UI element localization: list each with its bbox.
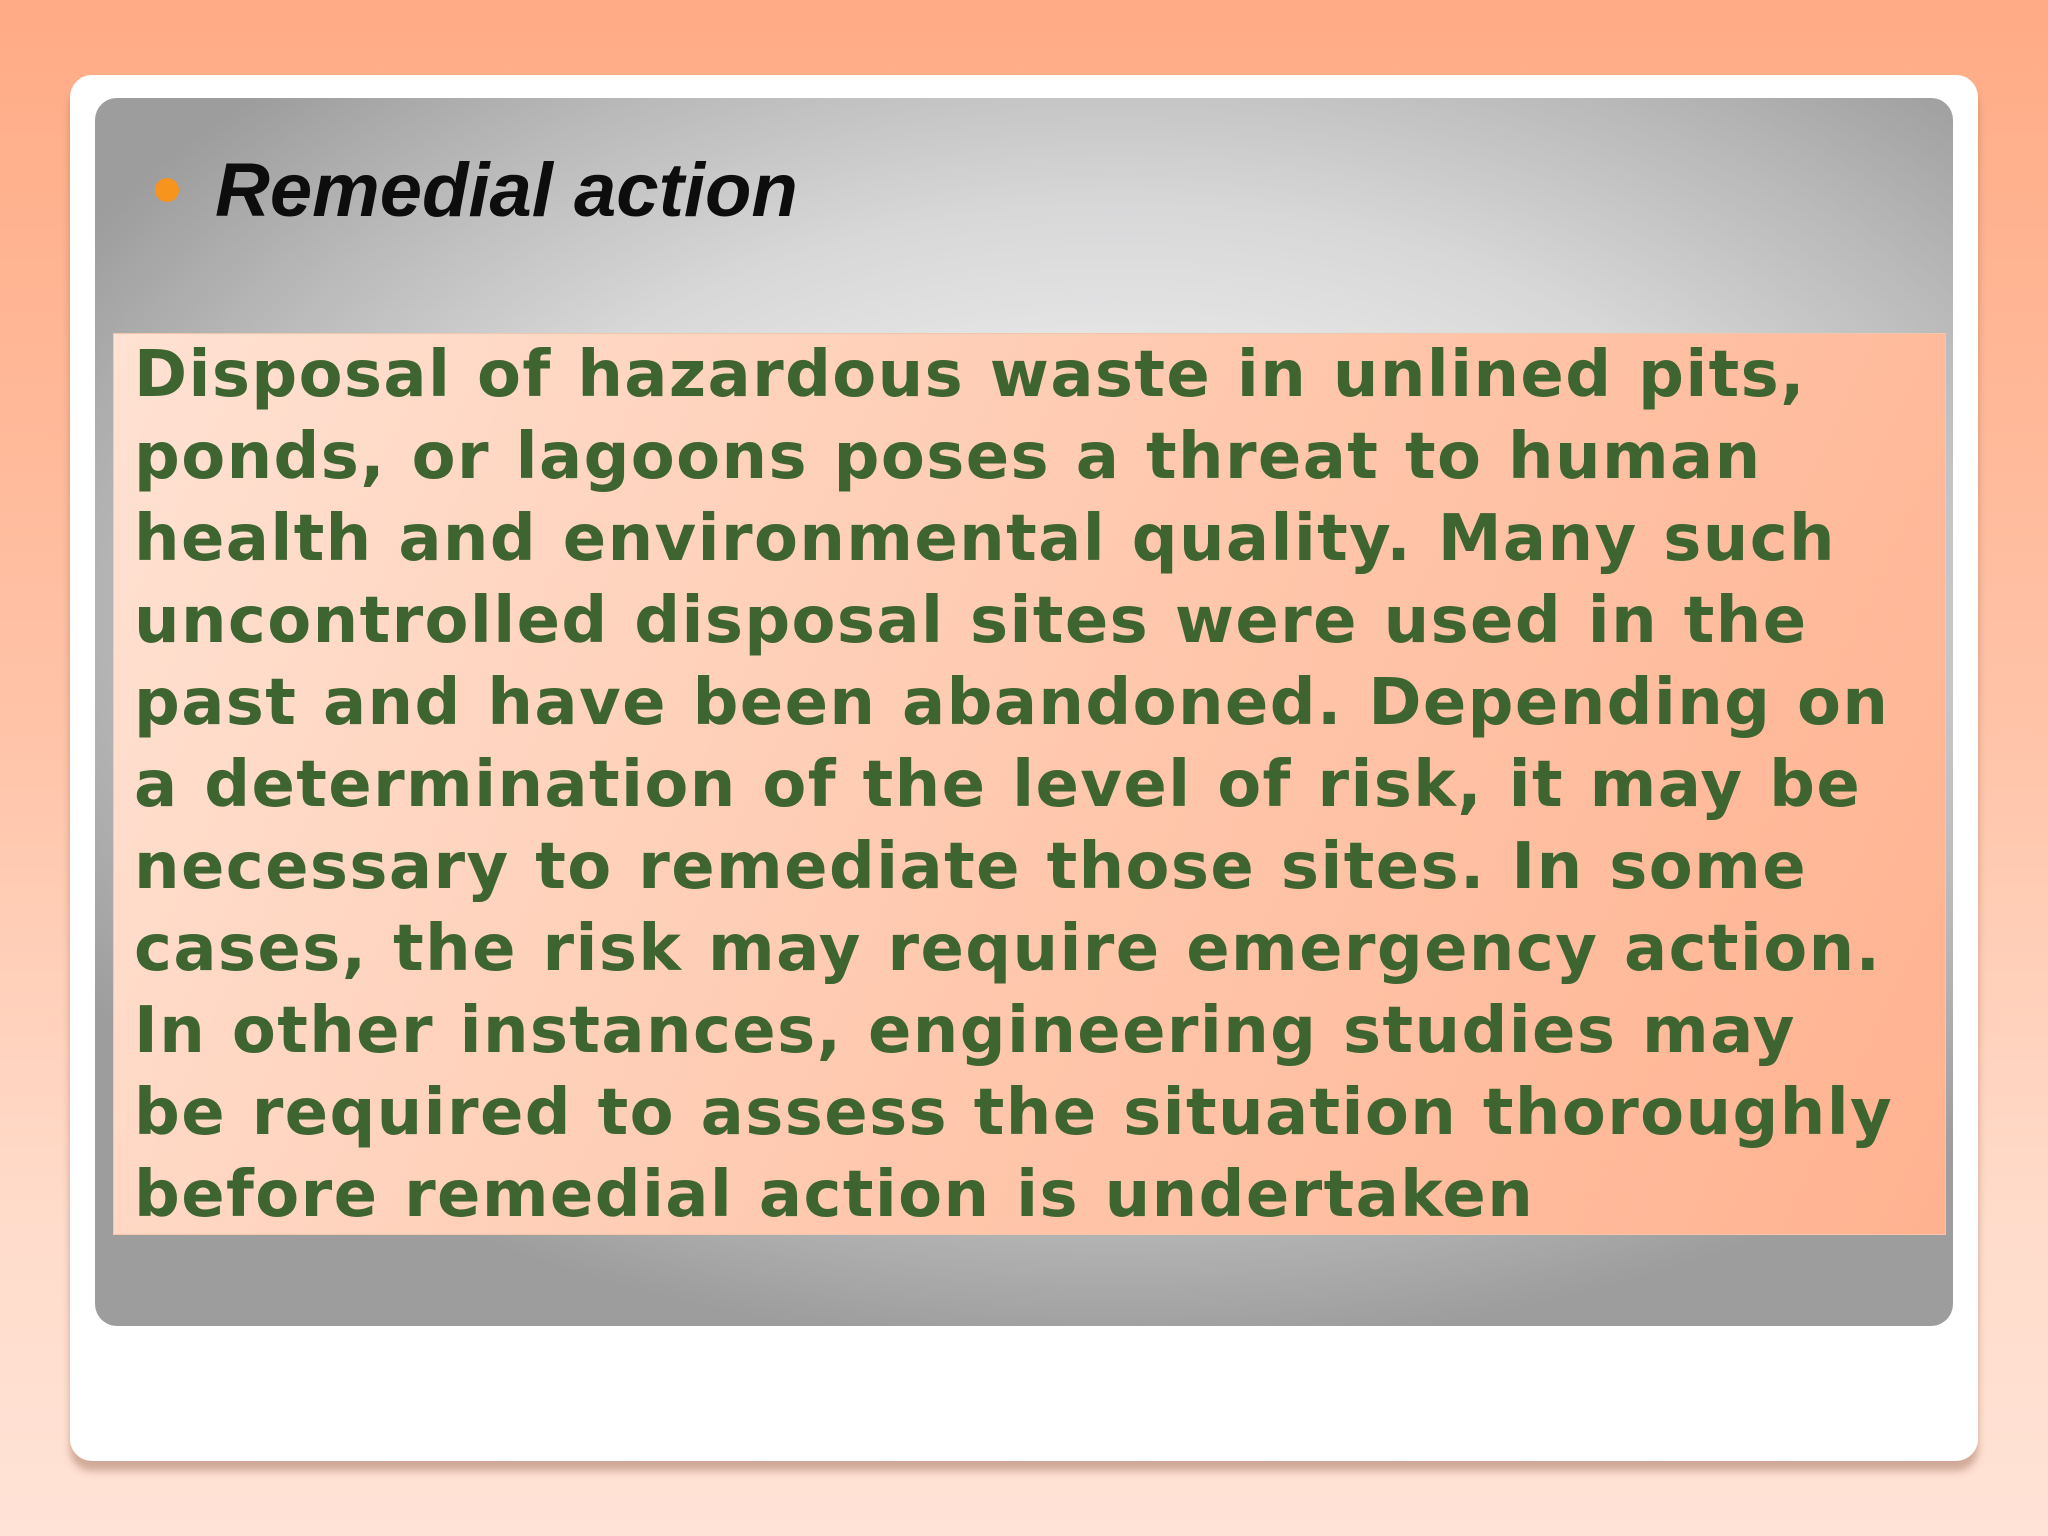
heading-row (155, 140, 798, 240)
bullet-icon (155, 178, 179, 202)
body-line: Disposal of hazardous waste in unlined pits, (134, 338, 1806, 412)
body-line: a determination of the level of risk, it may be (134, 748, 1862, 822)
slide-heading: Remedial action (215, 147, 798, 233)
body-line: past and have been abandoned. Depending on (134, 666, 1890, 740)
body-paragraph (134, 334, 1934, 1236)
body-line: health and environmental quality. Many such (134, 502, 1837, 576)
body-line: ponds, or lagoons poses a threat to human (134, 420, 1762, 494)
body-text-box (113, 333, 1946, 1235)
body-line: cases, the risk may require emergency action. (134, 912, 1882, 986)
body-line: be required to assess the situation thoroughly (134, 1076, 1894, 1150)
body-line: In other instances, engineering studies may (134, 994, 1796, 1068)
body-line: necessary to remediate those sites. In some (134, 830, 1808, 904)
body-line: before remedial action is undertaken (134, 1158, 1535, 1232)
body-line: uncontrolled disposal sites were used in the (134, 584, 1808, 658)
